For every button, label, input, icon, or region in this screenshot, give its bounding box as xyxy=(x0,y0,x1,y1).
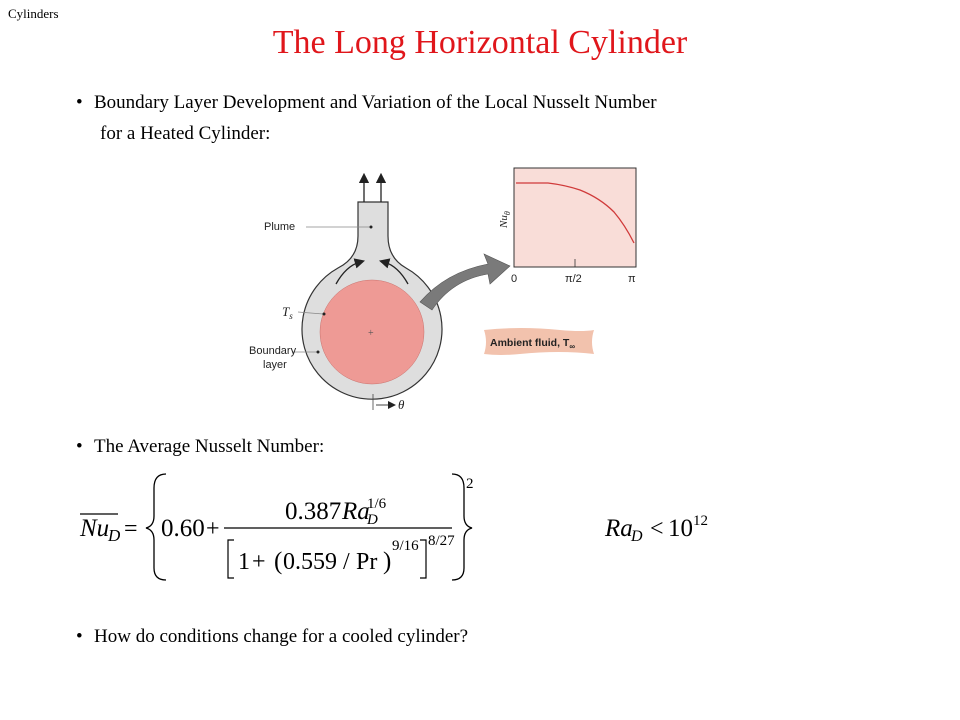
bullet-text: The Average Nusselt Number: xyxy=(94,436,325,457)
den-pr: Pr xyxy=(356,549,378,575)
den-coeff: 0.559 xyxy=(283,549,337,575)
den-left-bracket xyxy=(228,540,234,578)
equals-sign: = xyxy=(124,516,138,542)
plus-sign: + xyxy=(206,516,220,542)
plume-label: Plume xyxy=(264,221,296,233)
ts-leader-dot xyxy=(323,313,326,316)
den-plus: + xyxy=(252,549,266,575)
cond-less-than: < xyxy=(650,516,664,542)
den-exp-outer: 8/27 xyxy=(428,533,455,549)
plot-ylabel: $Nu_\theta$ xyxy=(498,211,512,228)
bullet-dot: • xyxy=(76,626,83,647)
section-label: Cylinders xyxy=(8,6,59,21)
bullet-text: Boundary Layer Development and Variation of the Local Nusselt Number xyxy=(94,92,657,113)
den-slash: / xyxy=(343,549,350,575)
den-exp-inner: 9/16 xyxy=(392,538,419,554)
slide-title: The Long Horizontal Cylinder xyxy=(272,24,688,61)
bullet-dot: • xyxy=(76,92,83,113)
cylinder-center-mark: + xyxy=(368,328,374,339)
const-term: 0.60 xyxy=(161,515,205,542)
callout-arrow xyxy=(420,254,510,310)
bullet-boundary-layer-continued: for a Heated Cylinder: xyxy=(100,123,271,144)
ts-label: $T_s$ xyxy=(282,304,293,321)
den-right-bracket xyxy=(420,540,426,578)
bullet-text: How do conditions change for a cooled cylinder? xyxy=(94,626,469,647)
numerator-ra-exp: 1/6 xyxy=(367,496,387,512)
cond-ra-sub: D xyxy=(631,528,643,545)
boundary-leader-dot xyxy=(317,351,320,354)
lhs-sub: D xyxy=(108,526,121,545)
nusselt-correlation xyxy=(79,474,708,580)
numerator-ra: Ra xyxy=(342,498,370,525)
ambient-label: Ambient fluid, $T_\infty$ xyxy=(490,337,576,351)
numerator-coeff: 0.387 xyxy=(285,498,342,525)
cond-ra: Ra xyxy=(605,515,633,542)
plot-xtick-pi: π xyxy=(628,273,636,285)
bullet-dot: • xyxy=(76,436,83,457)
plot-xtick-0: 0 xyxy=(511,273,518,285)
plot-xtick-pi-half: π/2 xyxy=(565,273,582,285)
den-one: 1 xyxy=(238,549,250,575)
plume-leader-dot xyxy=(370,226,373,229)
den-paren-close: ) xyxy=(383,548,392,575)
boundary-label-line1: Boundary xyxy=(249,345,297,357)
cond-ten-exp: 12 xyxy=(693,513,708,529)
nusselt-plot xyxy=(498,168,636,285)
lhs-nu: Nu xyxy=(80,515,110,542)
theta-label: θ xyxy=(398,397,405,412)
boundary-label-line2: layer xyxy=(263,359,287,371)
den-paren-open: ( xyxy=(274,548,283,575)
cond-ten: 10 xyxy=(668,515,693,542)
outer-exponent: 2 xyxy=(466,476,474,492)
numerator-ra-sub: D xyxy=(367,512,378,528)
